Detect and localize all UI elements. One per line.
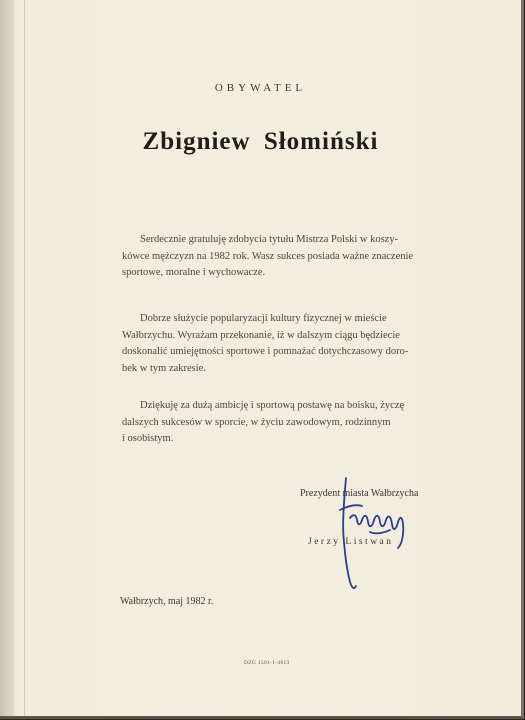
paragraph-line: dalszych sukcesów w sporcie, w życiu zawodowym, rodzinnym <box>122 416 391 428</box>
paragraph-popularization <box>122 311 434 377</box>
handwritten-signature <box>290 470 440 600</box>
paragraph-line: Dziękuję za dużą ambicję i sportową postawę na boisku, życzę <box>140 400 405 411</box>
paragraph-line: Dobrze służycie popularyzacji kultury fizycznej w mieście <box>140 313 387 324</box>
paragraph-congratulations <box>122 232 434 282</box>
document-heading: OBYWATEL <box>214 82 307 94</box>
page-fold-line <box>24 0 25 716</box>
paragraph-line: kówce mężczyzn na 1982 rok. Wasz sukces posiada ważne znaczenie <box>122 250 414 262</box>
signatory-title: Prezydent miasta Wałbrzycha <box>300 488 419 499</box>
recipient-name: Zbigniew Słomiński <box>142 128 379 155</box>
paragraph-line: doskonalić umiejętności sportowe i pomnażać dotychczasowy doro- <box>122 346 409 357</box>
place-and-date: Wałbrzych, maj 1982 r. <box>120 596 214 607</box>
paragraph-line: Wałbrzychu. Wyrażam przekonanie, iż w dalszym ciągu będziecie <box>122 329 400 341</box>
paragraph-line: i osobistym. <box>122 433 174 444</box>
print-code: DZG 1501-1-4613 <box>244 660 290 666</box>
paragraph-line: Serdecznie gratuluję zdobycia tytułu Mistrza Polski w koszy- <box>140 234 399 245</box>
paragraph-line: sportowe, moralne i wychowacze. <box>122 267 266 278</box>
paragraph-thanks <box>122 398 434 448</box>
paragraph-line: bek w tym zakresie. <box>122 362 206 374</box>
signatory-name: Jerzy Listwan <box>308 537 394 547</box>
page-fold-shadow <box>0 0 14 716</box>
